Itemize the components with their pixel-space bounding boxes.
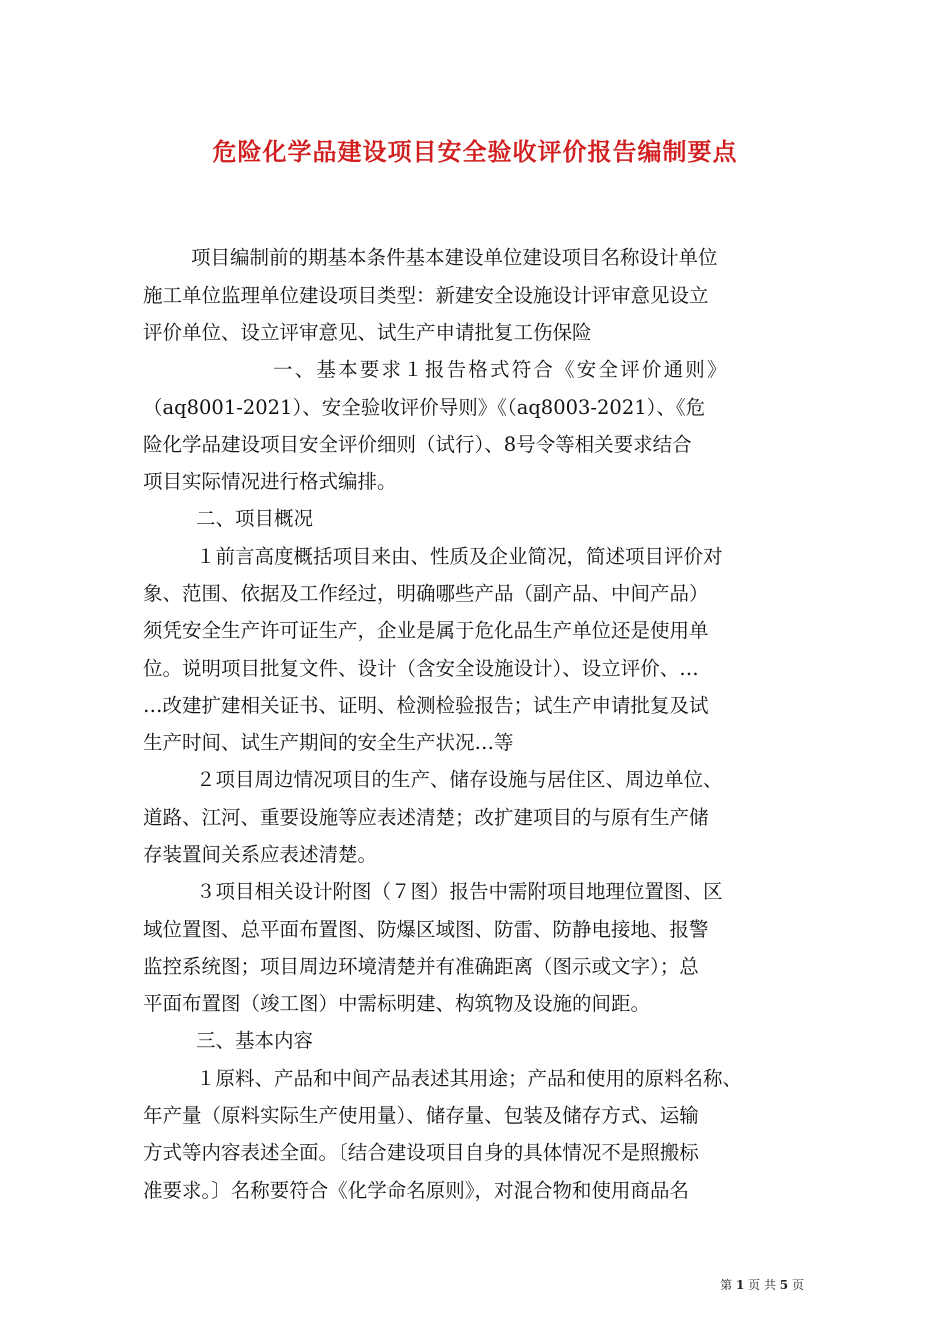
section-heading-line: 一、基本要求１报告格式符合《安全评价通则》 bbox=[273, 358, 729, 381]
paragraph-line: 监控系统图；项目周边环境清楚并有准确距离（图示或文字）；总 bbox=[143, 955, 699, 978]
paragraph-line: 评价单位、设立评审意见、试生产申请批复工伤保险 bbox=[143, 321, 592, 344]
total-pages-number: 5 bbox=[779, 1278, 789, 1292]
paragraph-line: 施工单位监理单位建设项目类型：新建安全设施设计评审意见设立 bbox=[143, 284, 709, 307]
paragraph-line: ３项目相关设计附图（７图）报告中需附项目地理位置图、区 bbox=[196, 880, 723, 903]
footer-prefix: 第 bbox=[720, 1278, 733, 1292]
paragraph-line: １前言高度概括项目来由、性质及企业简况，简述项目评价对 bbox=[196, 545, 723, 568]
paragraph-line: 项目实际情况进行格式编排。 bbox=[143, 470, 397, 493]
paragraph-line: ２项目周边情况项目的生产、储存设施与居住区、周边单位、 bbox=[196, 768, 723, 791]
footer-suffix: 页 bbox=[791, 1278, 804, 1292]
document-title: 危险化学品建设项目安全验收评价报告编制要点 bbox=[212, 138, 738, 166]
page-footer bbox=[720, 1276, 804, 1293]
paragraph-line: 方式等内容表述全面。〔结合建设项目自身的具体情况不是照搬标 bbox=[143, 1141, 699, 1164]
paragraph-line: 年产量（原料实际生产使用量）、储存量、包装及储存方式、运输 bbox=[143, 1104, 699, 1127]
paragraph-line: 险化学品建设项目安全评价细则（试行）、8号令等相关要求结合 bbox=[143, 433, 692, 456]
paragraph-line: 域位置图、总平面布置图、防爆区域图、防雷、防静电接地、报警 bbox=[143, 918, 709, 941]
paragraph-line: 平面布置图（竣工图）中需标明建、构筑物及设施的间距。 bbox=[143, 992, 651, 1015]
section-heading: 二、项目概况 bbox=[196, 507, 314, 530]
paragraph-line: 准要求。〕名称要符合《化学命名原则》，对混合物和使用商品名 bbox=[143, 1179, 690, 1202]
paragraph-line: １原料、产品和中间产品表述其用途；产品和使用的原料名称、 bbox=[196, 1067, 743, 1090]
footer-middle: 页 共 bbox=[748, 1278, 776, 1292]
paragraph-line: 道路、江河、重要设施等应表述清楚；改扩建项目的与原有生产储 bbox=[143, 806, 709, 829]
current-page-number: 1 bbox=[735, 1278, 745, 1292]
paragraph-line: 象、范围、依据及工作经过，明确哪些产品（副产品、中间产品） bbox=[143, 582, 709, 605]
paragraph-line: 项目编制前的期基本条件基本建设单位建设项目名称设计单位 bbox=[191, 246, 718, 269]
paragraph-line: 存装置间关系应表述清楚。 bbox=[143, 843, 378, 866]
section-heading: 三、基本内容 bbox=[196, 1029, 314, 1052]
paragraph-line: 位。说明项目批复文件、设计（含安全设施设计）、设立评价、… bbox=[143, 657, 699, 680]
paragraph-line: 生产时间、试生产期间的安全生产状况…等 bbox=[143, 731, 514, 754]
paragraph-line: （aq8001-2021）、安全验收评价导则》《（aq8003-2021）、《危 bbox=[143, 396, 706, 419]
paragraph-line: …改建扩建相关证书、证明、检测检验报告；试生产申请批复及试 bbox=[143, 694, 709, 717]
paragraph-line: 须凭安全生产许可证生产，企业是属于危化品生产单位还是使用单 bbox=[143, 619, 709, 642]
